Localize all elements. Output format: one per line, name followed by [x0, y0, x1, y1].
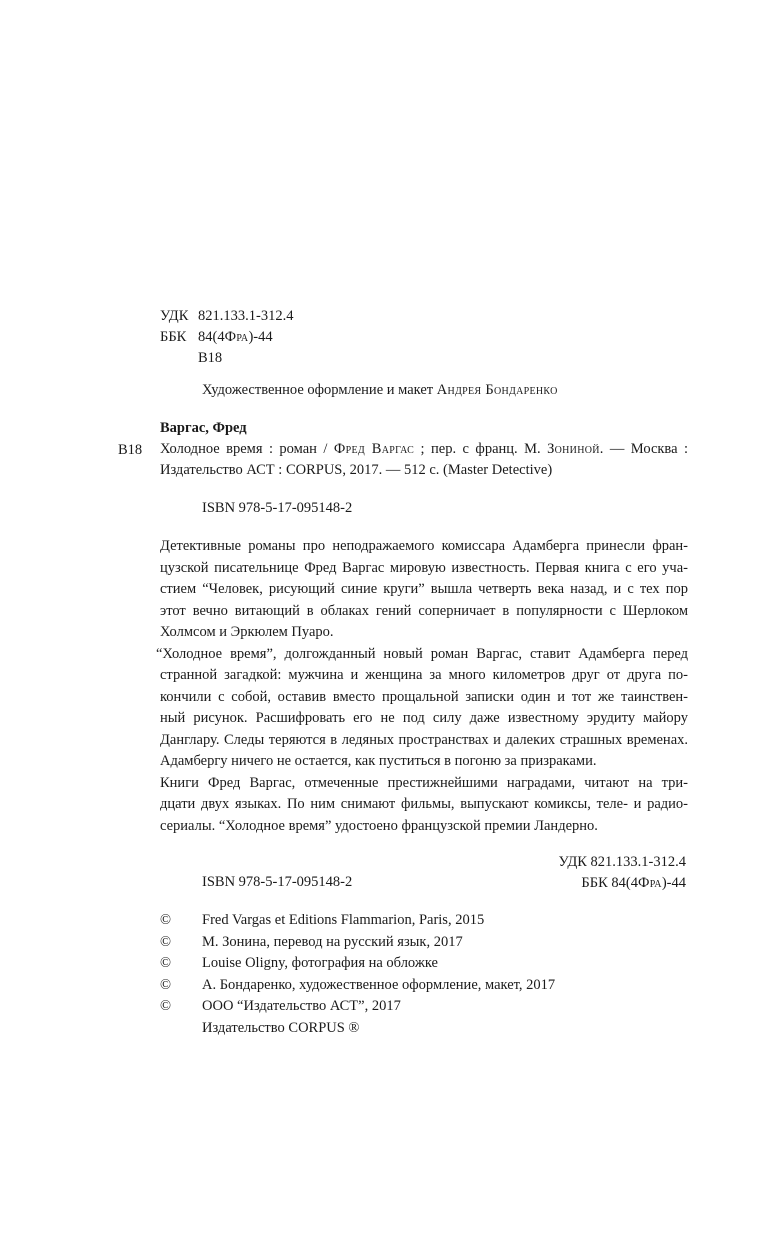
- copyright-row: [160, 910, 484, 932]
- copyright-text: М. Зонина, перевод на русский язык, 2017: [202, 933, 463, 950]
- annotation-line: странной загадкой: мужчина и женщина за много километров друг от друга по-: [160, 667, 688, 683]
- annotation-line: Данглару. Следы теряются в ледяных пространствах и далеких страшных временах.: [160, 731, 688, 748]
- udk-value: 821.133.1-312.4: [198, 308, 294, 324]
- copyright-icon: ©: [160, 976, 172, 993]
- classification-codes: [160, 306, 293, 369]
- annotation-line: Детективные романы про неподражаемого комиссара Адамберга принесли фран-: [160, 538, 688, 554]
- copyright-row: [160, 932, 463, 954]
- copyright-icon: ©: [160, 933, 172, 950]
- isbn-bottom: ISBN 978-5-17-095148-2: [202, 874, 353, 890]
- copyright-text: Fred Vargas et Editions Flammarion, Paris, 2015: [202, 912, 485, 928]
- copyright-row: [160, 996, 401, 1018]
- bbk-value: 84(4Фра)-44: [198, 329, 273, 345]
- footer-codes: [559, 852, 686, 894]
- catalog-translator: Зониной: [547, 441, 600, 457]
- annotation-line: кончили с собой, оставив вместо прощальной записки один и тот же таинствен-: [160, 688, 688, 705]
- footer-bbk: ББК 84(4Фра)-44: [581, 875, 686, 891]
- author-mark: В18: [198, 350, 223, 366]
- copyright-text: ООО “Издательство АСТ”, 2017: [202, 998, 401, 1014]
- copyright-icon: ©: [160, 955, 172, 971]
- annotation-line: сериалы. “Холодное время” удостоено французской премии Ландерно.: [160, 817, 598, 834]
- annotation-line: дцати двух языках. По ним снимают фильмы, выпускают комиксы, теле- и радио-: [160, 796, 688, 812]
- footer-udk: УДК 821.133.1-312.4: [558, 854, 686, 870]
- copyright-icon: ©: [160, 912, 172, 928]
- copyright-text: А. Бондаренко, художественное оформление, макет, 2017: [202, 976, 556, 993]
- copyright-row: [160, 975, 555, 997]
- annotation-line: ный рисунок. Расшифровать его не под силу даже известному эрудиту майору: [160, 710, 688, 726]
- design-credit: Художественное оформление и макет Андрея Бондаренко: [202, 382, 558, 398]
- annotation-line: цузской писательнице Фред Варгас мировую известность. Первая книга с его уча-: [160, 559, 688, 576]
- annotation-line: Холмсом и Эркюлем Пуаро.: [160, 624, 334, 640]
- publisher-mark: Издательство CORPUS ®: [202, 1019, 360, 1036]
- udk-row: [160, 306, 293, 327]
- annotation-line: Адамбергу ничего не остается, как пуститься в погоню за призраками.: [160, 753, 597, 769]
- copyright-text: Louise Oligny, фотография на обложке: [202, 955, 438, 971]
- catalog-mark: В18: [118, 442, 143, 458]
- annotation-line: этот вечно витающий в облаках гений соперничает в популярности с Шерлоком: [160, 602, 688, 619]
- copyright-icon: ©: [160, 998, 172, 1014]
- catalog-entry-line-1: Холодное время : роман / Фред Варгас ; пер. с франц. М. Зониной. — Москва :: [160, 441, 688, 457]
- udk-label: УДК: [160, 308, 189, 324]
- isbn-top: ISBN 978-5-17-095148-2: [202, 500, 353, 516]
- designer-name: Андрея Бондаренко: [436, 382, 558, 398]
- annotation-line: стием “Человек, рисующий синие круги” вышла четверть века назад, и с тех пор: [160, 581, 688, 597]
- bbk-row: [160, 327, 293, 348]
- catalog-author: Фред Варгас: [333, 441, 415, 457]
- copyright-row: [160, 953, 438, 975]
- catalog-entry-line-2: Издательство АСТ : CORPUS, 2017. — 512 с. (Master Detective): [160, 462, 553, 478]
- annotation-line: Книги Фред Варгас, отмеченные престижнейшими наградами, читают на три-: [160, 774, 688, 791]
- author-mark-row: [160, 348, 293, 369]
- bbk-label: ББК: [160, 329, 187, 345]
- author-heading: Варгас, Фред: [160, 420, 247, 436]
- annotation-line: “Холодное время”, долгожданный новый роман Варгас, ставит Адамберга перед: [156, 645, 688, 662]
